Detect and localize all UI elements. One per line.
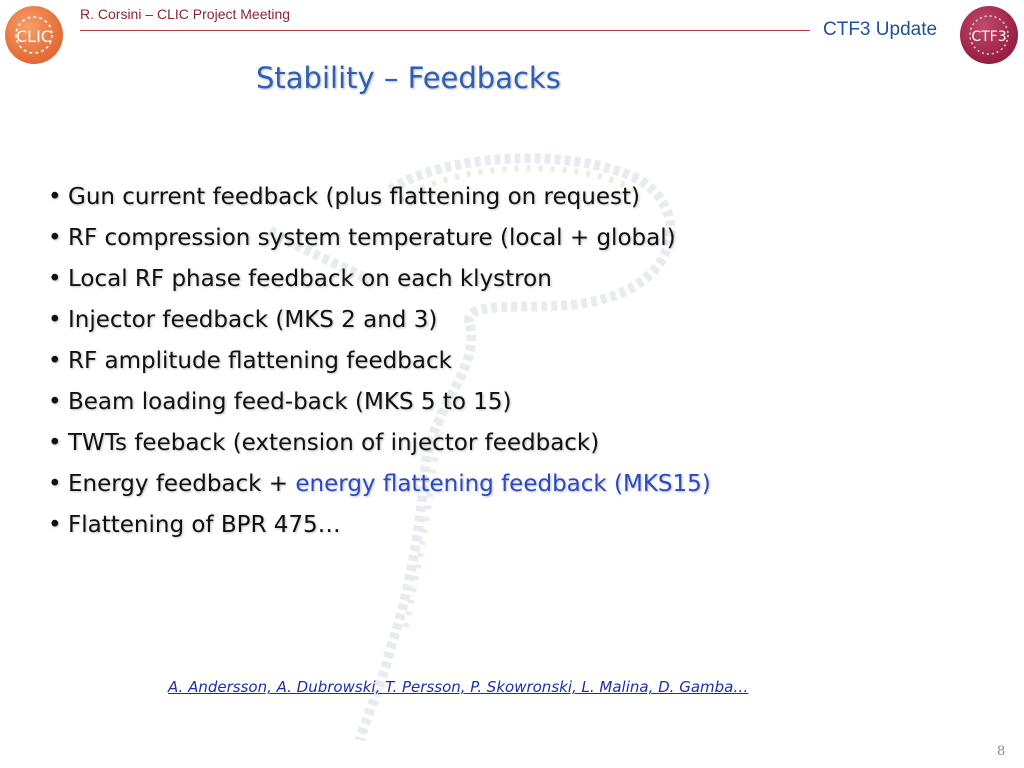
bullet-text: Local RF phase feedback on each klystron [68, 266, 552, 292]
bullet-highlight-text: energy flattening feedback (MKS15) [295, 471, 711, 497]
bullet-item [48, 218, 711, 259]
bullet-dot: • [48, 307, 62, 333]
bullet-item [48, 423, 711, 464]
header-rule [80, 30, 810, 31]
section-label: CTF3 Update [823, 19, 938, 40]
clic-logo-text: CLIC [16, 27, 52, 46]
ctf3-logo-text: CTF3 [971, 29, 1007, 45]
bullet-dot: • [48, 512, 62, 538]
bullet-item [48, 382, 711, 423]
bullet-dot: • [48, 266, 62, 292]
clic-logo [5, 6, 63, 64]
bullet-text: Flattening of BPR 475… [68, 512, 341, 538]
bullet-text: Gun current feedback (plus flattening on request) [68, 184, 640, 210]
bullet-item [48, 300, 711, 341]
bullet-dot: • [48, 471, 62, 497]
bullet-dot: • [48, 389, 62, 415]
presentation-header: R. Corsini – CLIC Project Meeting [80, 6, 291, 22]
bullet-dot: • [48, 225, 62, 251]
bullet-item [48, 177, 711, 218]
authors-link[interactable]: A. Andersson, A. Dubrowski, T. Persson, P. Skowronski, L. Malina, D. Gamba… [168, 678, 749, 696]
bullet-dot: • [48, 184, 62, 210]
bullet-item [48, 464, 711, 505]
clic-logo-graphic [5, 6, 63, 64]
bullet-dot: • [48, 348, 62, 374]
page-number: 8 [997, 744, 1006, 759]
bullet-list [48, 177, 711, 546]
bullet-dot: • [48, 430, 62, 456]
bullet-text: RF amplitude flattening feedback [68, 348, 452, 374]
ctf3-logo [960, 6, 1018, 64]
ctf3-logo-graphic [960, 6, 1018, 64]
bullet-text: RF compression system temperature (local + global) [68, 225, 676, 251]
bullet-item [48, 259, 711, 300]
bullet-item [48, 341, 711, 382]
bullet-text: Energy feedback + [68, 471, 296, 497]
bullet-text: Beam loading feed-back (MKS 5 to 15) [68, 389, 512, 415]
bullet-text: TWTs feeback (extension of injector feedback) [68, 430, 600, 456]
bullet-text: Injector feedback (MKS 2 and 3) [68, 307, 438, 333]
bullet-item-faded [48, 505, 711, 546]
slide-title: Stability – Feedbacks [256, 61, 561, 95]
